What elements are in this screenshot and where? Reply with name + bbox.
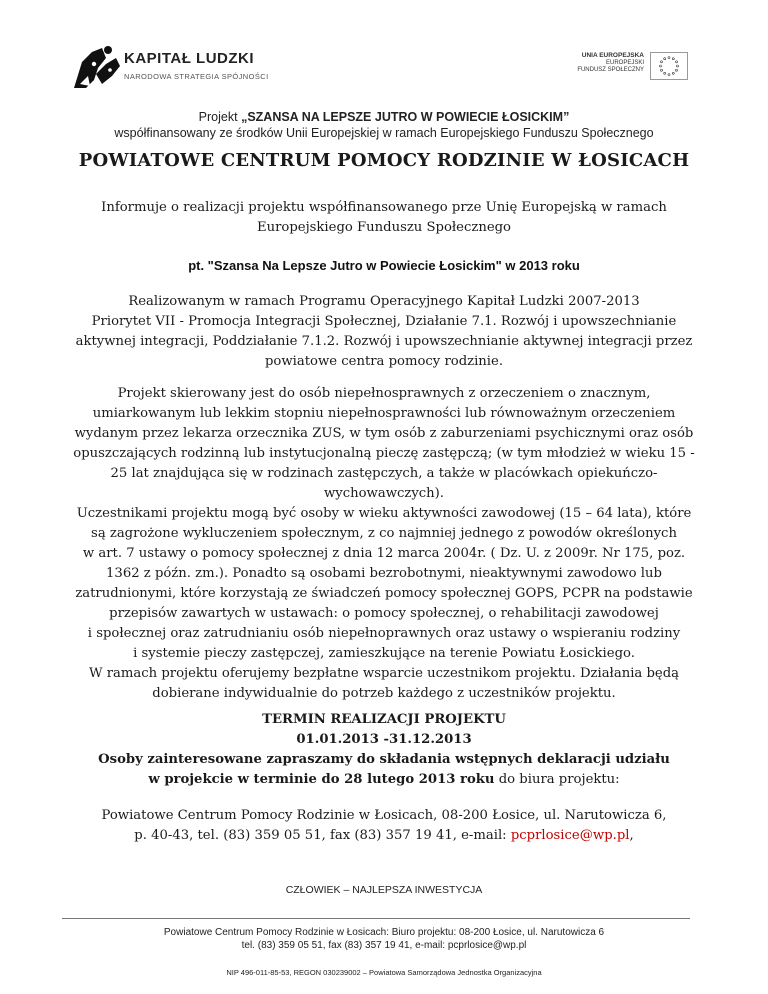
body-paragraph: [60, 384, 708, 704]
eu-logo-line2: EUROPEJSKI: [605, 59, 644, 66]
footer-address: [0, 926, 768, 952]
body-line: wydanym przez lekarza orzecznika ZUS, w tym osób z zaburzeniami psychicznymi oraz osób: [74, 426, 694, 441]
kapital-ludzki-logo: [72, 44, 272, 92]
body-line: Uczestnikami projektu mogą być osoby w wieku aktywności zawodowej (15 – 64 lata), które: [76, 506, 692, 521]
page-title: POWIATOWE CENTRUM POMOCY RODZINIE W ŁOSICACH: [78, 150, 690, 171]
program-line: Priorytet VII - Promocja Integracji Społecznej, Działanie 7.1. Rozwój i upowszechnianie: [91, 314, 677, 329]
body-line: i społecznej oraz zatrudnianiu osób niepełnoprawnych oraz ustawy o wspieraniu rodziny: [87, 626, 681, 641]
program-paragraph: [60, 292, 708, 372]
eu-logo-line1: UNIA EUROPEJSKA: [581, 52, 644, 59]
footer-motto: CZŁOWIEK – NAJLEPSZA INWESTYCJA: [285, 884, 483, 896]
contact-line-2: [60, 826, 708, 846]
body-line: 25 lat znajdująca się w rodzinach zastępczych, a także w placówkach opiekuńczo-: [110, 466, 658, 481]
term-invite-line-2: [60, 770, 708, 790]
body-line: opuszczających rodzinną lub instytucjonalną pieczę zastępczą; (w tym młodzież w wieku 15 -: [73, 446, 695, 461]
contact-details: p. 40-43, tel. (83) 359 05 51, fax (83) 357 19 41, e-mail:: [134, 828, 511, 843]
intro-line: Informuje o realizacji projektu współfinansowanego prze Unię Europejską w ramach: [101, 200, 667, 215]
body-line: 1362 z późn. zm.). Ponadto są osobami bezrobotnymi, nieaktywnymi zawodowo lub: [106, 566, 662, 581]
body-line: W ramach projektu oferujemy bezpłatne wsparcie uczestnikom projektu. Działania będą: [88, 666, 680, 681]
footer-address-line: tel. (83) 359 05 51, fax (83) 357 19 41, e-mail: pcprlosice@wp.pl: [241, 940, 527, 951]
term-heading: TERMIN REALIZACJI PROJEKTU: [262, 712, 506, 727]
body-line: Projekt skierowany jest do osób niepełnosprawnych z orzeczeniem o znacznym,: [117, 386, 651, 401]
program-line: aktywnej integracji, Poddziałanie 7.1.2. Rozwój i upowszechnianie aktywnej integracji przez: [75, 334, 693, 349]
project-prefix: Projekt: [198, 110, 242, 124]
project-name-line: [0, 110, 768, 124]
program-line: powiatowe centra pomocy rodzinie.: [264, 354, 504, 369]
project-title: pt. "Szansa Na Lepsze Jutro w Powiecie Łosickim" w 2013 roku: [188, 258, 580, 273]
footer-address-line: Powiatowe Centrum Pomocy Rodzinie w Łosicach: Biuro projektu: 08-200 Łosice, ul. Narutowicza 6: [163, 927, 605, 938]
eu-logo-line3: FUNDUSZ SPOŁECZNY: [577, 67, 644, 73]
term-invite-rest: do biura projektu:: [494, 772, 620, 787]
email-link[interactable]: pcprlosice@wp.pl: [510, 828, 630, 843]
footer-divider: [62, 918, 690, 919]
body-line: wychowawczych).: [324, 486, 444, 501]
eu-flag-icon: [650, 52, 688, 80]
intro-paragraph: [60, 198, 708, 238]
term-dates: 01.01.2013 -31.12.2013: [296, 732, 472, 747]
program-line: Realizowanym w ramach Programu Operacyjnego Kapitał Ludzki 2007-2013: [128, 294, 640, 309]
kapital-ludzki-subtitle: NARODOWA STRATEGIA SPÓJNOŚCI: [124, 72, 269, 81]
eu-logo: [576, 52, 686, 84]
intro-line: Europejskiego Funduszu Społecznego: [256, 220, 512, 235]
body-line: i systemie pieczy zastępczej, zamieszkujące na terenie Powiatu Łosickiego.: [133, 646, 635, 661]
body-line: dobierane indywidualnie do potrzeb każdego z uczestników projektu.: [152, 686, 616, 701]
contact-suffix: ,: [629, 828, 634, 843]
project-name: „SZANSA NA LEPSZE JUTRO W POWIECIE ŁOSICKIM”: [241, 110, 570, 124]
cofinance-line: współfinansowany ze środków Unii Europejskiej w ramach Europejskiego Funduszu Społecznego: [114, 126, 654, 140]
kapital-ludzki-logo-icon: [72, 44, 122, 90]
term-block: [60, 710, 708, 790]
term-invite-line: Osoby zainteresowane zapraszamy do składania wstępnych deklaracji udziału: [98, 752, 670, 767]
body-line: są zagrożone wykluczeniem społecznym, z co najmniej jednego z powodów określonych: [91, 526, 677, 541]
contact-line: Powiatowe Centrum Pomocy Rodzinie w Łosicach, 08-200 Łosice, ul. Narutowicza 6,: [101, 808, 667, 823]
contact-block: [60, 806, 708, 846]
body-line: zatrudnionymi, które korzystają ze świadczeń pomocy społecznej GOPS, PCPR na podstawie: [75, 586, 693, 601]
eu-logo-text: [576, 52, 644, 75]
body-line: przepisów zawartych w ustawach: o pomocy społecznej, o rehabilitacji zawodowej: [109, 606, 659, 621]
footer-nip: NIP 496-011-85-53, REGON 030239002 – Powiatowa Samorządowa Jednostka Organizacyjna: [226, 968, 542, 977]
body-line: umiarkowanym lub lekkim stopniu niepełnosprawności lub równoważnym orzeczeniem: [92, 406, 676, 421]
term-deadline: w projekcie w terminie do 28 lutego 2013 roku: [148, 772, 495, 787]
kapital-ludzki-title: KAPITAŁ LUDZKI: [124, 50, 255, 67]
body-line: w art. 7 ustawy o pomocy społecznej z dnia 12 marca 2004r. ( Dz. U. z 2009r. Nr 175, poz.: [82, 546, 686, 561]
